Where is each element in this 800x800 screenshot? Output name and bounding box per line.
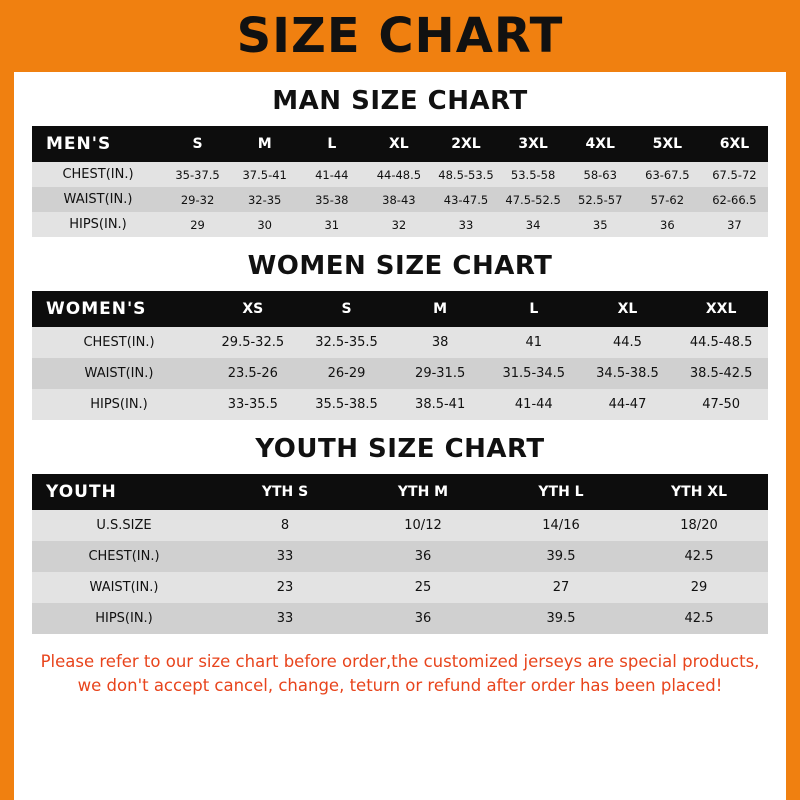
women-col-xs: XS bbox=[206, 291, 300, 327]
women-chest-xxl: 44.5-48.5 bbox=[689, 335, 753, 350]
women-hips-xl: 44-47 bbox=[608, 397, 647, 412]
youth-corner-label: YOUTH bbox=[32, 474, 216, 510]
men-col-6xl: 6XL bbox=[701, 126, 768, 162]
men-waist-xl: 38-43 bbox=[382, 192, 416, 207]
table-row bbox=[32, 510, 768, 541]
section-title-men: MAN SIZE CHART bbox=[272, 86, 528, 116]
men-hips-s: 29 bbox=[190, 217, 205, 232]
women-hips-l: 41-44 bbox=[514, 397, 553, 412]
men-col-5xl: 5XL bbox=[634, 126, 701, 162]
men-hips-2xl: 33 bbox=[458, 217, 474, 232]
men-chest-6xl: 67.5-72 bbox=[712, 167, 757, 182]
section-women bbox=[32, 251, 768, 420]
women-col-l: L bbox=[487, 291, 581, 327]
youth-table-body bbox=[32, 510, 768, 634]
men-hips-m: 30 bbox=[257, 217, 272, 232]
men-table-body bbox=[32, 162, 768, 237]
women-col-s: S bbox=[300, 291, 394, 327]
men-col-xl: XL bbox=[365, 126, 432, 162]
table-row bbox=[32, 212, 768, 237]
women-table-head bbox=[32, 291, 768, 327]
table-row bbox=[32, 162, 768, 187]
men-chest-xl: 44-48.5 bbox=[376, 167, 422, 182]
youth-hips-m: 36 bbox=[414, 611, 432, 626]
table-header-row bbox=[32, 126, 768, 162]
men-waist-l: 35-38 bbox=[315, 192, 349, 207]
women-chest-xl: 44.5 bbox=[612, 335, 642, 350]
women-waist-xxl: 38.5-42.5 bbox=[689, 366, 753, 381]
youth-waist-l: 27 bbox=[552, 580, 570, 595]
youth-chest-xl: 42.5 bbox=[684, 549, 714, 564]
women-row-label-hips: HIPS(IN.) bbox=[90, 397, 148, 412]
men-waist-4xl: 52.5-57 bbox=[578, 192, 623, 207]
youth-ussize-s: 8 bbox=[280, 518, 290, 533]
youth-hips-l: 39.5 bbox=[546, 611, 576, 626]
men-row-label-hips: HIPS(IN.) bbox=[69, 217, 127, 232]
women-corner-label: WOMEN'S bbox=[32, 291, 206, 327]
table-row bbox=[32, 572, 768, 603]
men-table-head bbox=[32, 126, 768, 162]
men-size-table bbox=[32, 126, 768, 237]
youth-chest-m: 36 bbox=[414, 549, 432, 564]
youth-chest-l: 39.5 bbox=[546, 549, 576, 564]
women-hips-xxl: 47-50 bbox=[702, 397, 741, 412]
women-table-body bbox=[32, 327, 768, 420]
youth-row-label-hips: HIPS(IN.) bbox=[95, 611, 153, 626]
men-hips-6xl: 37 bbox=[727, 217, 742, 232]
section-title-youth: YOUTH SIZE CHART bbox=[255, 434, 545, 464]
table-row bbox=[32, 541, 768, 572]
youth-ussize-m: 10/12 bbox=[404, 518, 442, 533]
men-chest-5xl: 63-67.5 bbox=[645, 167, 690, 182]
women-col-xl: XL bbox=[581, 291, 675, 327]
women-col-m: M bbox=[393, 291, 487, 327]
footer-note bbox=[32, 650, 768, 698]
youth-row-label-chest: CHEST(IN.) bbox=[88, 549, 160, 564]
table-row bbox=[32, 358, 768, 389]
youth-col-xl: YTH XL bbox=[630, 474, 768, 510]
table-header-row bbox=[32, 291, 768, 327]
women-row-label-waist: WAIST(IN.) bbox=[84, 366, 154, 381]
men-chest-4xl: 58-63 bbox=[583, 167, 617, 182]
youth-ussize-xl: 18/20 bbox=[680, 518, 718, 533]
table-row bbox=[32, 327, 768, 358]
women-chest-s: 32.5-35.5 bbox=[315, 335, 378, 350]
section-youth bbox=[32, 434, 768, 634]
women-col-xxl: XXL bbox=[674, 291, 768, 327]
women-chest-m: 38 bbox=[431, 335, 449, 350]
men-hips-l: 31 bbox=[324, 217, 340, 232]
men-chest-3xl: 53.5-58 bbox=[510, 167, 556, 182]
men-corner-label: MEN'S bbox=[32, 126, 164, 162]
section-title-women: WOMEN SIZE CHART bbox=[247, 251, 553, 281]
men-waist-6xl: 62-66.5 bbox=[712, 192, 757, 207]
women-hips-s: 35.5-38.5 bbox=[315, 397, 378, 412]
men-waist-s: 29-32 bbox=[180, 192, 215, 207]
women-waist-m: 29-31.5 bbox=[415, 366, 466, 381]
men-hips-3xl: 34 bbox=[525, 217, 541, 232]
men-waist-5xl: 57-62 bbox=[650, 192, 685, 207]
men-col-2xl: 2XL bbox=[432, 126, 499, 162]
section-men bbox=[32, 86, 768, 237]
youth-waist-xl: 29 bbox=[690, 580, 708, 595]
youth-size-table bbox=[32, 474, 768, 634]
men-chest-2xl: 48.5-53.5 bbox=[438, 167, 494, 182]
youth-row-label-ussize: U.S.SIZE bbox=[96, 518, 152, 533]
men-chest-s: 35-37.5 bbox=[175, 167, 220, 182]
table-header-row bbox=[32, 474, 768, 510]
women-waist-l: 31.5-34.5 bbox=[502, 366, 566, 381]
men-col-3xl: 3XL bbox=[500, 126, 567, 162]
men-hips-4xl: 35 bbox=[592, 217, 608, 232]
men-waist-3xl: 47.5-52.5 bbox=[505, 192, 561, 207]
chart-content bbox=[14, 86, 786, 698]
youth-ussize-l: 14/16 bbox=[542, 518, 580, 533]
men-col-m: M bbox=[231, 126, 298, 162]
men-hips-5xl: 36 bbox=[660, 217, 675, 232]
men-col-4xl: 4XL bbox=[567, 126, 634, 162]
men-chest-m: 37.5-41 bbox=[242, 167, 287, 182]
youth-col-s: YTH S bbox=[216, 474, 354, 510]
women-waist-xs: 23.5-26 bbox=[227, 366, 278, 381]
table-row bbox=[32, 187, 768, 212]
youth-col-m: YTH M bbox=[354, 474, 492, 510]
youth-table-head bbox=[32, 474, 768, 510]
youth-waist-m: 25 bbox=[414, 580, 432, 595]
women-waist-xl: 34.5-38.5 bbox=[596, 366, 659, 381]
youth-hips-s: 33 bbox=[276, 611, 294, 626]
men-col-s: S bbox=[164, 126, 231, 162]
men-chest-l: 41-44 bbox=[315, 167, 349, 182]
men-row-label-waist: WAIST(IN.) bbox=[63, 192, 133, 207]
men-row-label-chest: CHEST(IN.) bbox=[62, 167, 134, 182]
women-waist-s: 26-29 bbox=[327, 366, 366, 381]
youth-col-l: YTH L bbox=[492, 474, 630, 510]
women-row-label-chest: CHEST(IN.) bbox=[83, 335, 155, 350]
page-title: SIZE CHART bbox=[236, 8, 564, 64]
men-hips-xl: 32 bbox=[391, 217, 407, 232]
men-waist-m: 32-35 bbox=[247, 192, 282, 207]
table-row bbox=[32, 603, 768, 634]
youth-hips-xl: 42.5 bbox=[684, 611, 714, 626]
header-band bbox=[14, 0, 786, 72]
youth-chest-s: 33 bbox=[276, 549, 294, 564]
youth-waist-s: 23 bbox=[276, 580, 294, 595]
table-row bbox=[32, 389, 768, 420]
women-hips-m: 38.5-41 bbox=[415, 397, 466, 412]
footer-note-line-1: Please refer to our size chart before order,the customized jerseys are special products, bbox=[40, 652, 760, 671]
footer-note-line-2: we don't accept cancel, change, teturn or refund after order has been placed! bbox=[77, 675, 723, 695]
women-size-table bbox=[32, 291, 768, 420]
men-col-l: L bbox=[298, 126, 365, 162]
women-chest-xs: 29.5-32.5 bbox=[221, 335, 285, 350]
youth-row-label-waist: WAIST(IN.) bbox=[89, 580, 159, 595]
men-waist-2xl: 43-47.5 bbox=[443, 192, 489, 207]
women-chest-l: 41 bbox=[525, 335, 543, 350]
women-hips-xs: 33-35.5 bbox=[227, 397, 278, 412]
